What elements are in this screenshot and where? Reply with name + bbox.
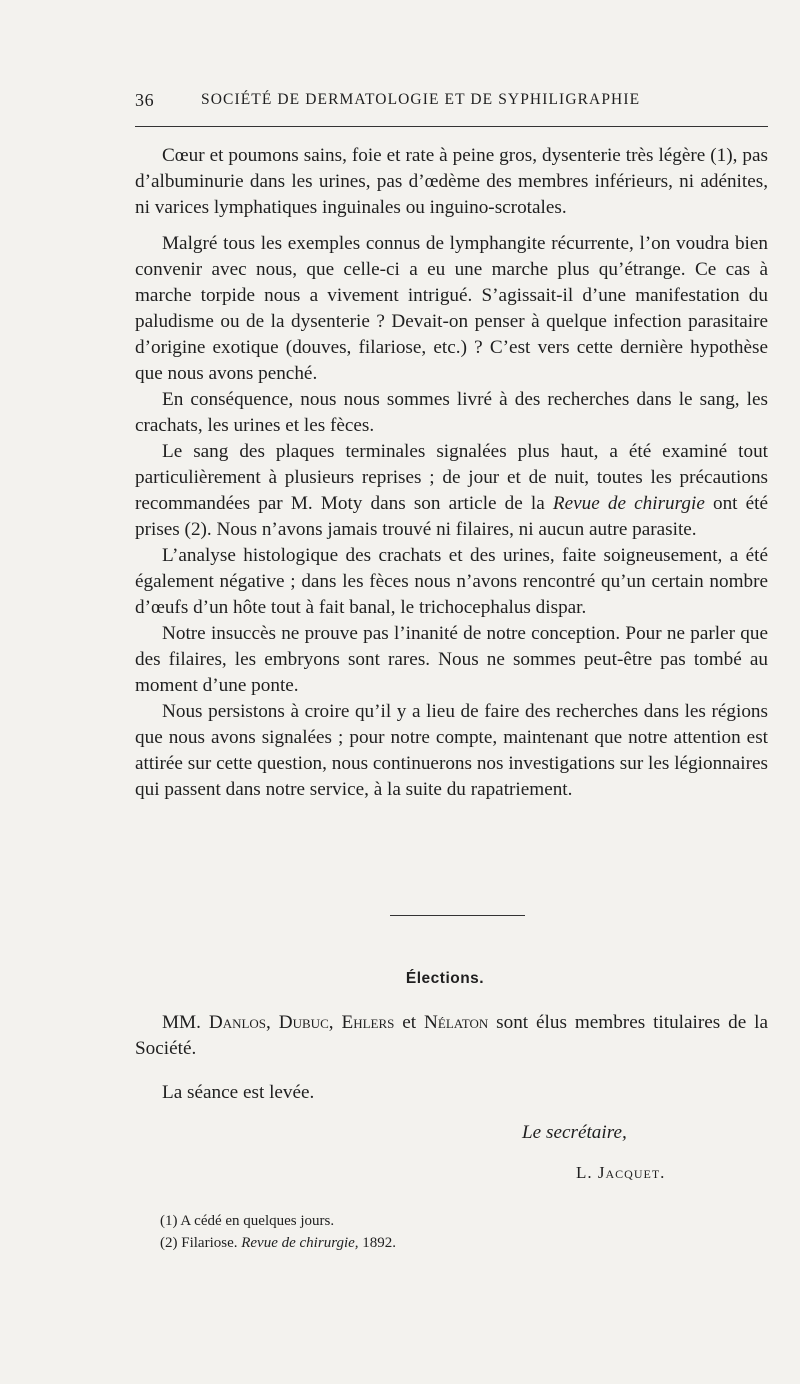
footnote-2-after: 1892. [358, 1235, 397, 1251]
paragraph-5: L’analyse histologique des crachats et des urines, faite soigneusement, a été également négative ; dans les fèces nous n’avons rencontré qu’un certain nombre d’œufs d’un hôte tout à fait banal, le trichocephalus dispar. [135, 545, 768, 618]
footnote-2-before: (2) Filariose. [160, 1235, 242, 1251]
footnotes [160, 1210, 396, 1254]
signoff-role: Le secrétaire, [522, 1122, 627, 1143]
footnote-2 [160, 1232, 396, 1254]
paragraph-2: Malgré tous les exemples connus de lymphangite récurrente, l’on voudra bien convenir avec nous, que celle-ci a eu une marche plus qu’étrange. Ce cas à marche torpide nous a vivement intrigué. S’agissait-il d’une manifestation du paludisme ou de la dysenterie ? Devait-on penser à quelque infection parasitaire d’origine exotique (douves, filariose, etc.) ? C’est vers cette dernière hypothèse que nous avons penché. [135, 233, 768, 384]
member-name: Dubuc [278, 1012, 329, 1033]
member-name: Danlos [208, 1012, 267, 1033]
running-title: SOCIÉTÉ DE DERMATOLOGIE ET DE SYPHILIGRAPHIE [201, 91, 641, 108]
name-separator: , [266, 1012, 279, 1033]
paragraph-4 [135, 439, 768, 543]
section-separator [390, 915, 525, 916]
paragraph-7: Nous persistons à croire qu’il y a lieu de faire des recherches dans les régions que nous avons signalées ; pour notre compte, maintenant que notre attention est attirée sur cette question, nous continuerons nos investigations sur les légionnaires qui passent dans notre service, à la suite du rapatriement. [135, 701, 768, 800]
header-rule [135, 126, 768, 127]
page-header [135, 90, 768, 116]
paragraph-1: Cœur et poumons sains, foie et rate à peine gros, dysenterie très légère (1), pas d’albuminurie dans les urines, pas d’œdème des membres inférieurs, ni adénites, ni varices lymphatiques inguinales ou inguino-scrotales. [135, 145, 768, 218]
member-name: Ehlers [341, 1012, 395, 1033]
paragraph-4-after: ont été prises (2). Nous n’avons jamais trouvé ni filaires, ni aucun autre parasite. [135, 493, 768, 540]
member-name: Nélaton [424, 1012, 489, 1033]
journal-title: Revue de chirurgie [552, 493, 705, 514]
signoff-name: L. Jacquet. [576, 1163, 666, 1182]
elections-prefix: MM. [162, 1012, 209, 1033]
footnote-2-journal: Revue de chirurgie, [241, 1235, 359, 1251]
paragraph-4-before: Le sang des plaques terminales signalées plus haut, a été examiné tout particulièrement à plusieurs reprises ; de jour et de nuit, toutes les précautions recommandées par M. Moty dans son article de la [135, 441, 768, 514]
elections-text [135, 1010, 768, 1062]
closing-line: La séance est levée. [162, 1082, 315, 1103]
body-text [135, 143, 768, 803]
paragraph-3: En conséquence, nous nous sommes livré à des recherches dans le sang, les crachats, les urines et les fèces. [135, 389, 768, 436]
paragraph-6: Notre insuccès ne prouve pas l’inanité de notre conception. Pour ne parler que des filaires, les embryons sont rares. Nous ne sommes peut-être pas tombé au moment d’une ponte. [135, 623, 768, 696]
footnote-1: (1) A cédé en quelques jours. [160, 1213, 335, 1229]
elections-suffix: sont élus membres titulaires de la Société. [135, 1012, 769, 1059]
page-number: 36 [135, 90, 155, 110]
name-separator: et [394, 1012, 425, 1033]
elections-paragraph [135, 1010, 768, 1062]
name-separator: , [328, 1012, 342, 1033]
section-title: Élections. [405, 970, 485, 987]
